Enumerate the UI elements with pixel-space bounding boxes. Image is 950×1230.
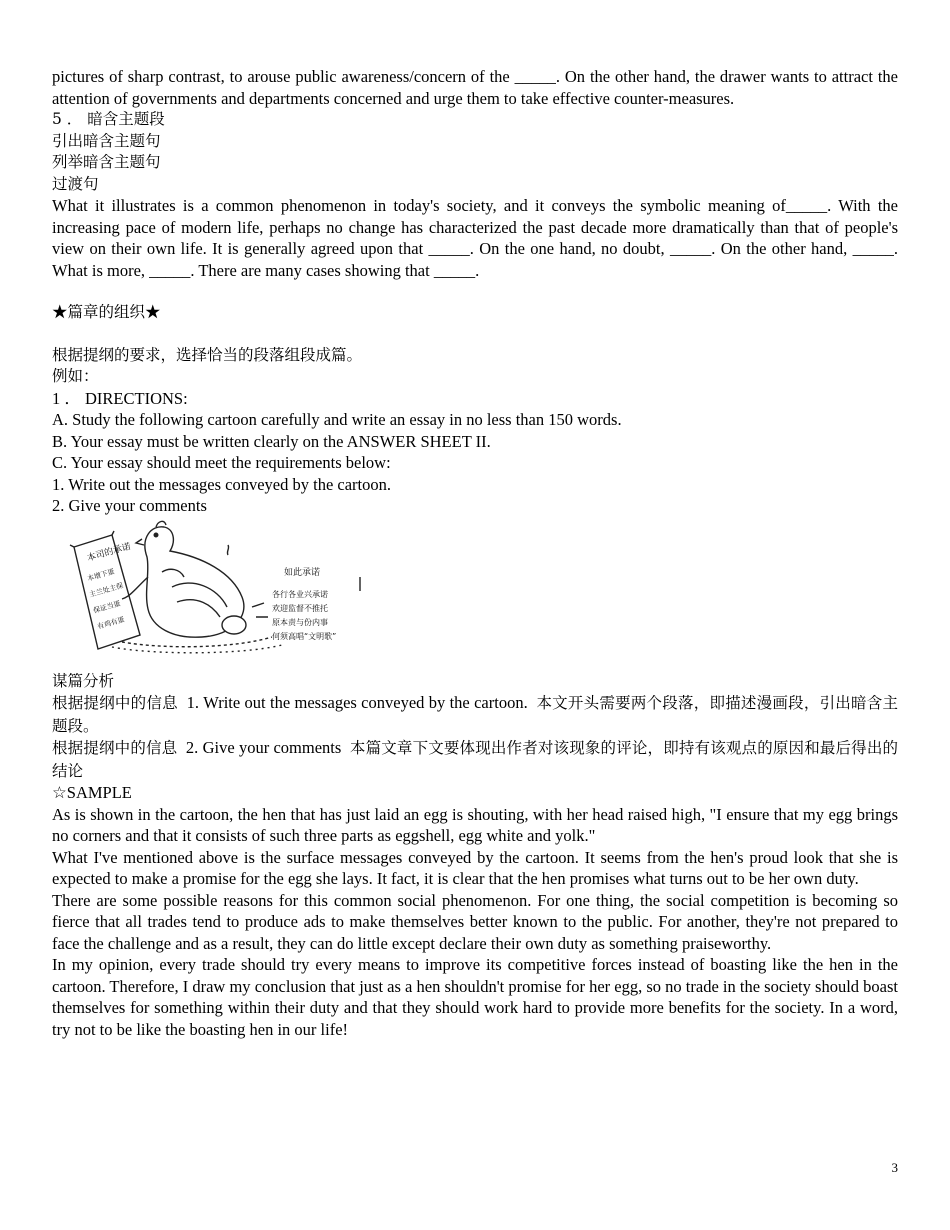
analysis-line-1-rest: 本文开头需要两个段落，即描述漫画段，引出暗含主题段。 [52,694,898,735]
sample-paragraph: What I've mentioned above is the surface messages conveyed by the cartoon. It seems from the hen's proud look that she is expected to make a promise for the egg she lays. It fact, it is clear that the hen promises what turns out to be her own duty. [52,847,898,888]
directions-title: 1 ． DIRECTIONS: [52,388,188,408]
direction-item: 1. Write out the messages conveyed by the cartoon. [52,474,392,494]
sample-paragraph: There are some possible reasons for this common social phenomenon. For one thing, the social competition is becoming so fierce that all trades tend to produce ads to make themselves better known to the public. For another, they're not prepared to face the challenge and as a result, they can do little except declare their own duty as something praiseworthy. [52,890,898,953]
cartoon-caption-line: 各行各业兴承诺 [272,589,328,599]
document-page [52,66,898,1040]
direction-item: C. Your essay should meet the requirements below: [52,453,391,472]
section-5-heading: 5 ． 暗含主题段 [52,110,165,128]
sample-title: ☆SAMPLE [52,783,132,802]
analysis-title: 谋篇分析 [52,671,115,690]
cartoon-caption-line: 欢迎监督不推托 [272,603,328,613]
cartoon-caption-line: 何须高唱“文明歌” [272,631,337,641]
analysis-line-2-prefix: 根据提纲中的信息 [52,739,178,757]
sign-line: 本增下蛋 [86,567,116,583]
hen-cartoon [52,517,372,657]
sign-line: 主兰处主保 [88,581,125,599]
direction-item: B. Your essay must be written clearly on the ANSWER SHEET II. [52,431,491,451]
organization-instruction: 根据提纲的要求，选择恰当的段落组段成篇。 [52,345,363,364]
sample-paragraph: In my opinion, every trade should try every means to improve its competitive forces instead of boasting like the hen in the cartoon. Therefore, I draw my conclusion that just as a hen shouldn't promise for her egg, so no trade in the society should boast themselves for something within their duty and that they should work hard to provide more benefits for the society. In a word, try not to be like the boasting hen in our life! [52,955,898,1039]
section-5-item: 引出暗含主题句 [52,131,161,150]
page-number: 3 [891,1160,898,1175]
analysis-line-2 [52,737,898,782]
intro-paragraph: pictures of sharp contrast, to arouse public awareness/concern of the _____. On the other hand, the drawer wants to attract the attention of governments and departments concerned and urge them to take effective counter-measures. [52,67,898,108]
direction-item: 2. Give your comments [52,496,207,515]
sign-title: 本司的承诺 [86,541,133,564]
sign-line: 有鸡有蛋 [96,615,126,631]
section-5-item: 列举暗含主题句 [52,153,161,171]
cartoon-caption-title: 如此承诺 [284,567,321,578]
analysis-line-1-english: 1. Write out the messages conveyed by the cartoon. [186,693,528,712]
section-5-item: 过渡句 [52,174,99,193]
section-5-paragraph: What it illustrates is a common phenomenon in today's society, and it conveys the symbolic meaning of_____. With the increasing pace of modern life, perhaps no change has characterized the past decade more dramatically than that of people's view on their own life. It is generally agreed upon that _____. On the one hand, no doubt, _____. On the other hand, _____. What is more, _____. There are many cases showing that _____. [52,196,898,280]
cartoon-caption-line: 原本责与份内事 [272,617,328,627]
example-label: 例如： [52,367,99,385]
analysis-line-1 [52,692,898,737]
analysis-line-1-prefix: 根据提纲中的信息 [52,694,178,712]
analysis-line-2-rest: 本篇文章下文要体现出作者对该现象的评论，即持有该观点的原因和最后得出的结论 [52,739,899,780]
sign-line: 保证当蛋 [92,599,122,615]
analysis-line-2-english: 2. Give your comments [185,738,342,757]
sample-paragraph: As is shown in the cartoon, the hen that has just laid an egg is shouting, with her head raised high, "I ensure that my egg brings no corners and that it consists of such three parts as eggshell, egg white and yolk." [52,804,898,845]
direction-item: A. Study the following cartoon carefully and write an essay in no less than 150 words. [52,410,622,429]
organization-title: ★篇章的组织★ [52,303,161,321]
hen-cartoon-drawing [52,517,372,657]
